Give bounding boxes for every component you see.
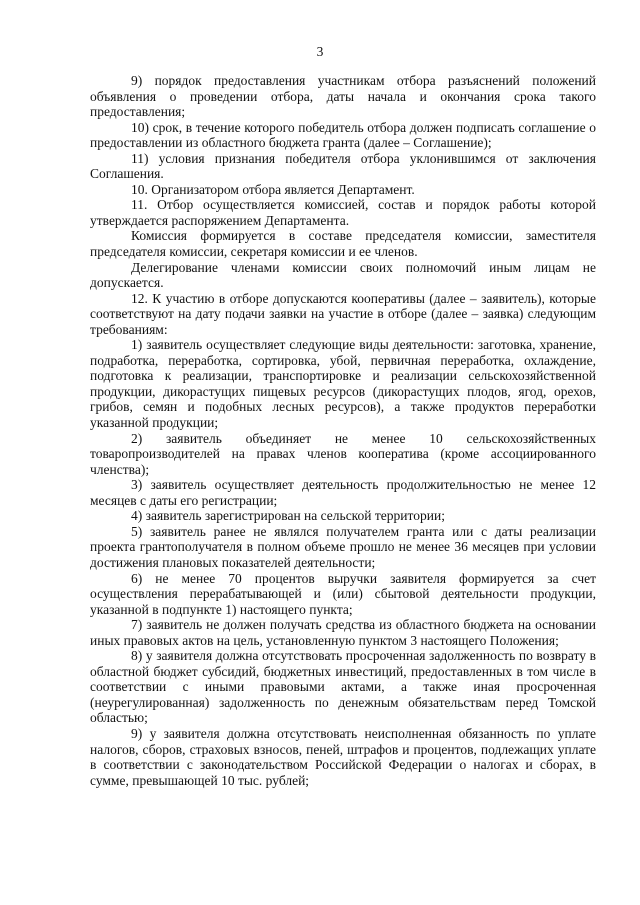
- paragraph: 4) заявитель зарегистрирован на сельской территории;: [131, 508, 445, 524]
- paragraph: 11. Отбор осуществляется комиссией, состав и порядок работы которой утверждается распоряжением Департамента.: [90, 197, 596, 228]
- paragraph: 1) заявитель осуществляет следующие виды деятельности: заготовка, хранение, подработка, переработка, сортировка, убой, первичная переработка, охлаждение, подготовка к реализации, транспортировке и реализации сельскохозяйственной продукции, дикорастущих пищевых ресурсов (дикорастущих плодов, ягод, орехов, грибов, семян и подобных лесных ресурсов), а также продуктов переработки указанной продукции;: [90, 337, 596, 431]
- page-number: 3: [316, 44, 324, 59]
- paragraph: 5) заявитель ранее не являлся получателем гранта или с даты реализации проекта грантополучателя в полном объеме прошло не менее 36 месяцев при условии достижения плановых показателей деятельности;: [90, 523, 596, 570]
- paragraph: Делегирование членами комиссии своих полномочий иным лицам не допускается.: [90, 259, 596, 291]
- paragraph: 10. Организатором отбора является Департамент.: [131, 181, 415, 197]
- paragraph: 8) у заявителя должна отсутствовать просроченная задолженность по возврату в областной бюджет субсидий, бюджетных инвестиций, предоставленных в том числе в соответствии с иными правовыми актами, а также иная просроченная (неурегулированная) задолженность по денежным обязательствам перед Томской областью;: [90, 648, 596, 726]
- document-body: [90, 73, 596, 788]
- paragraph: 10) срок, в течение которого победитель отбора должен подписать соглашение о предоставлении из областного бюджета гранта (далее – Соглашение);: [90, 119, 596, 151]
- paragraph: 6) не менее 70 процентов выручки заявителя формируется за счет осуществления перерабатывающей и (или) сбытовой деятельности продукции, указанной в подпункте 1) настоящего пункта;: [90, 570, 596, 617]
- paragraph: Комиссия формируется в составе председателя комиссии, заместителя председателя комиссии, секретаря комиссии и ее членов.: [90, 228, 596, 260]
- paragraph: 9) у заявителя должна отсутствовать неисполненная обязанность по уплате налогов, сборов, страховых взносов, пеней, штрафов и процентов, подлежащих уплате в соответствии с законодательством Российской Федерации о налогах и сборах, в сумме, превышающей 10 тыс. рублей;: [90, 725, 596, 788]
- paragraph: 2) заявитель объединяет не менее 10 сельскохозяйственных товаропроизводителей на правах членов кооператива (кроме ассоциированного членства);: [90, 430, 596, 477]
- paragraph: 3) заявитель осуществляет деятельность продолжительностью не менее 12 месяцев с даты его регистрации;: [90, 477, 596, 508]
- paragraph: 9) порядок предоставления участникам отбора разъяснений положений объявления о проведении отбора, даты начала и окончания срока такого предоставления;: [90, 73, 596, 120]
- paragraph: 7) заявитель не должен получать средства из областного бюджета на основании иных правовых актов на цель, установленную пунктом 3 настоящего Положения;: [90, 617, 596, 648]
- paragraph: 12. К участию в отборе допускаются кооперативы (далее – заявитель), которые соответствуют на дату подачи заявки на участие в отборе (далее – заявка) следующим требованиям:: [90, 290, 596, 337]
- paragraph: 11) условия признания победителя отбора уклонившимся от заключения Соглашения.: [90, 150, 596, 182]
